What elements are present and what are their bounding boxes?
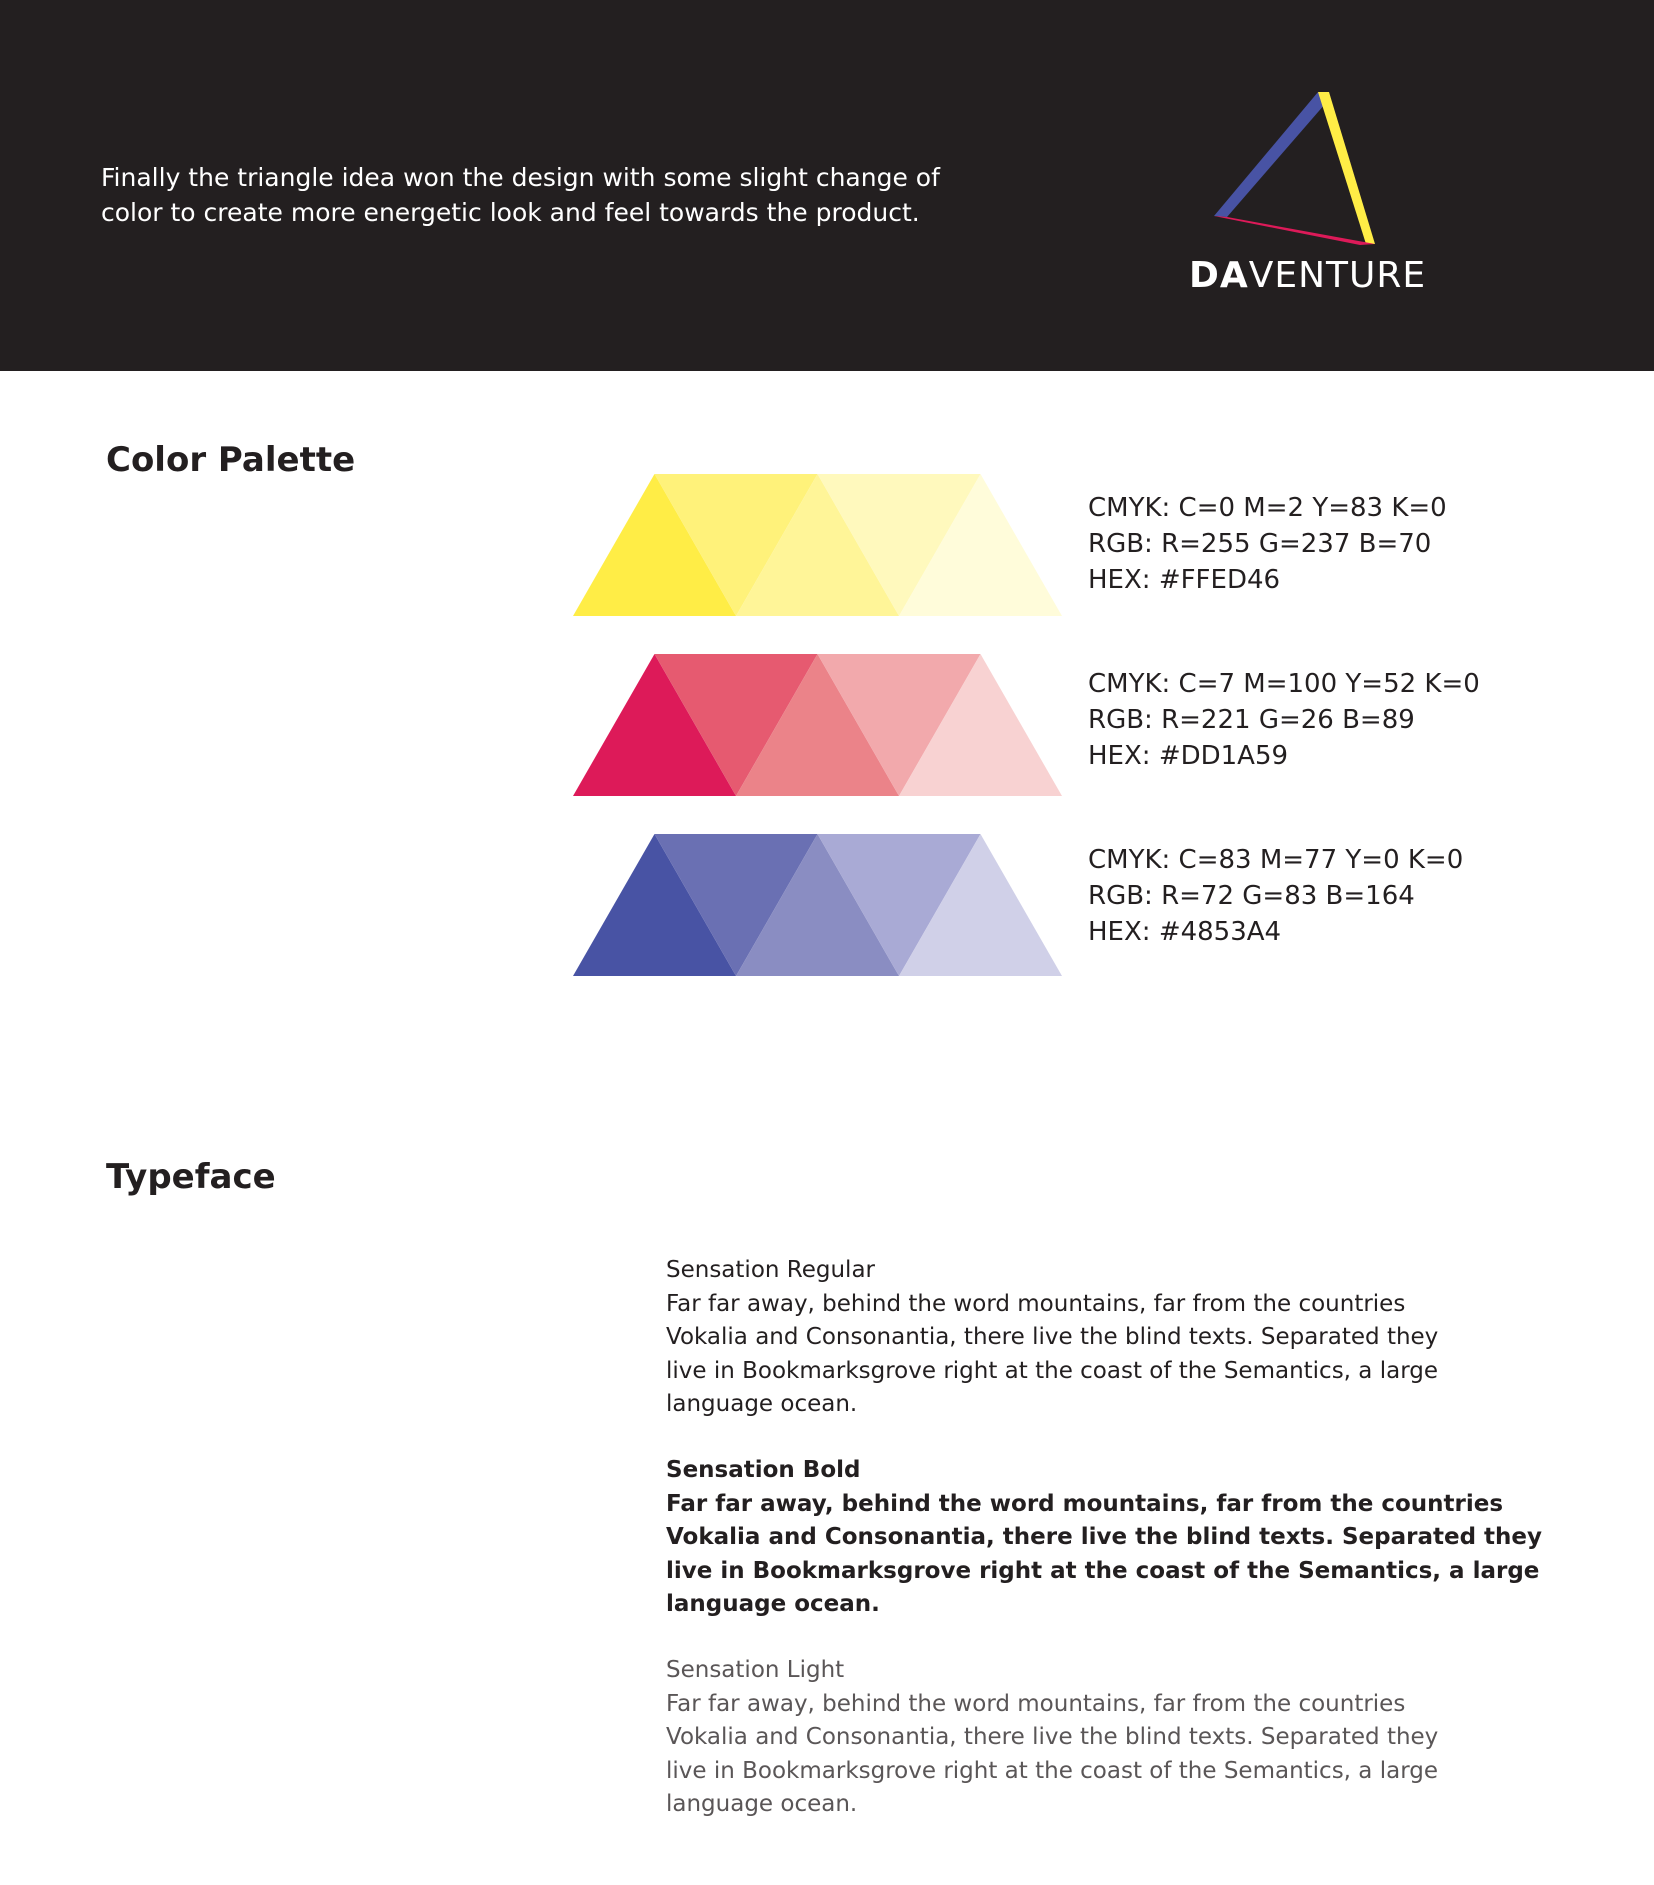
sample-line: language ocean. [666, 1791, 858, 1817]
rgb-value: RGB: R=221 G=26 B=89 [1088, 705, 1415, 735]
swatch-info-yellow [1088, 490, 1528, 598]
sample-line: Vokalia and Consonantia, there live the blind texts. Separated they [666, 1724, 1439, 1750]
rgb-value: RGB: R=255 G=237 B=70 [1088, 529, 1432, 559]
sample-paragraph [666, 1488, 1566, 1622]
sample-line: live in Bookmarksgrove right at the coast of the Semantics, a large [666, 1757, 1438, 1784]
sample-line: Vokalia and Consonantia, there live the blind texts. Separated they [666, 1524, 1543, 1550]
hex-value: HEX: #4853A4 [1088, 917, 1282, 947]
hex-value: HEX: #DD1A59 [1088, 741, 1289, 771]
swatch-info-pink [1088, 666, 1528, 774]
cmyk-value: CMYK: C=0 M=2 Y=83 K=0 [1088, 493, 1447, 523]
swatch-row [573, 834, 1062, 976]
sample-line: Far far away, behind the word mountains, far from the countries [666, 1290, 1406, 1317]
rgb-value: RGB: R=72 G=83 B=164 [1088, 881, 1415, 911]
sample-line: live in Bookmarksgrove right at the coast of the Semantics, a large [666, 1557, 1540, 1584]
wordmark-light: VENTURE [1248, 255, 1427, 296]
sample-paragraph [666, 1288, 1566, 1422]
cmyk-value: CMYK: C=7 M=100 Y=52 K=0 [1088, 669, 1480, 699]
logo-blue-stroke [1214, 92, 1325, 217]
hex-value: HEX: #FFED46 [1088, 565, 1281, 595]
intro-line: Finally the triangle idea won the design with some slight change of [101, 163, 940, 192]
intro-text [101, 160, 961, 230]
typeface-name: Sensation Light [666, 1657, 845, 1683]
sample-line: language ocean. [666, 1391, 858, 1417]
swatch-row [573, 474, 1062, 616]
header-banner [0, 0, 1654, 371]
sample-paragraph [666, 1688, 1566, 1822]
swatch-info-blue [1088, 842, 1528, 950]
sample-line: live in Bookmarksgrove right at the coast of the Semantics, a large [666, 1357, 1438, 1384]
intro-line: color to create more energetic look and feel towards the product. [101, 198, 920, 227]
sample-line: Far far away, behind the word mountains, far from the countries [666, 1690, 1406, 1717]
color-palette-swatches [573, 474, 1066, 982]
wordmark-bold: DA [1189, 255, 1249, 296]
typeface-name: Sensation Regular [666, 1257, 875, 1283]
color-palette-title: Color Palette [106, 440, 356, 480]
type-sample-regular [666, 1254, 1566, 1422]
type-sample-bold [666, 1454, 1566, 1622]
logo-yellow-stroke [1318, 92, 1375, 244]
cmyk-value: CMYK: C=83 M=77 Y=0 K=0 [1088, 845, 1464, 875]
daventure-triangle-logo-icon [1210, 90, 1380, 250]
typeface-name: Sensation Bold [666, 1457, 861, 1483]
type-sample-light [666, 1654, 1566, 1822]
typeface-title: Typeface [106, 1157, 276, 1197]
brand-wordmark [1189, 254, 1427, 298]
logo-pink-stroke [1214, 216, 1375, 245]
sample-line: language ocean. [666, 1591, 880, 1617]
sample-line: Far far away, behind the word mountains, far from the countries [666, 1490, 1504, 1517]
swatch-row [573, 654, 1062, 796]
sample-line: Vokalia and Consonantia, there live the blind texts. Separated they [666, 1324, 1439, 1350]
